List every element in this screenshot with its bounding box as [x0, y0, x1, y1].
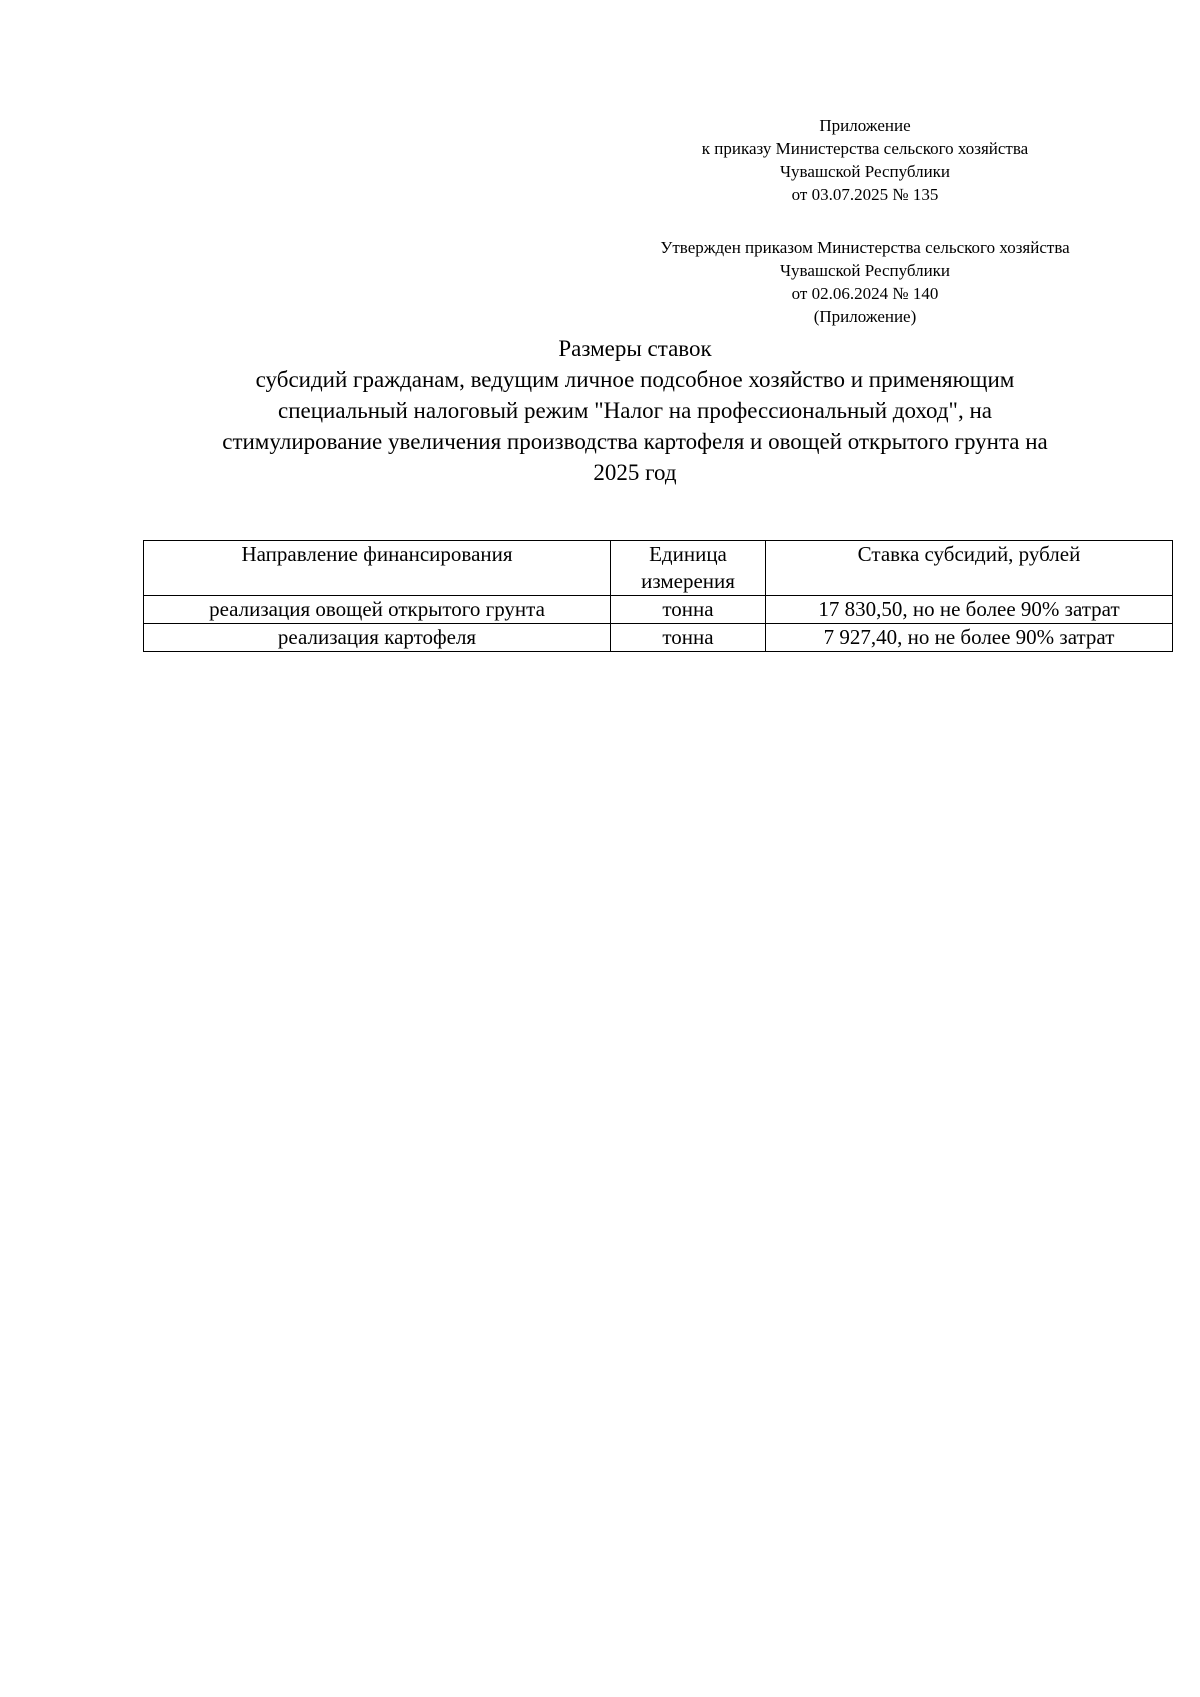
cell-rate: 7 927,40, но не более 90% затрат: [766, 624, 1173, 652]
title-line: субсидий гражданам, ведущим личное подсобное хозяйство и применяющим: [255, 367, 1015, 392]
cell-direction: реализация овощей открытого грунта: [144, 596, 611, 624]
table-row: [144, 596, 1173, 624]
approval-line: (Приложение): [813, 307, 917, 326]
title-line: 2025 год: [593, 460, 677, 485]
title-line: Размеры ставок: [558, 336, 712, 361]
title-line: специальный налоговый режим "Налог на профессиональный доход", на: [278, 398, 992, 423]
annex-line: Приложение: [819, 116, 911, 135]
table-header-row: [144, 541, 1173, 596]
title-line: стимулирование увеличения производства картофеля и овощей открытого грунта на: [222, 429, 1048, 454]
cell-direction: реализация картофеля: [144, 624, 611, 652]
table-row: [144, 624, 1173, 652]
annex-header: [560, 114, 1170, 206]
cell-unit: тонна: [611, 624, 766, 652]
header-unit: Единица измерения: [611, 541, 766, 596]
cell-rate: 17 830,50, но не более 90% затрат: [766, 596, 1173, 624]
annex-line: от 03.07.2025 № 135: [791, 185, 939, 204]
header-rate: Ставка субсидий, рублей: [766, 541, 1173, 596]
annex-line: к приказу Министерства сельского хозяйства: [701, 139, 1029, 158]
subsidy-rates-table: [143, 540, 1173, 652]
document-title: [140, 333, 1130, 488]
cell-unit: тонна: [611, 596, 766, 624]
approval-note: [560, 236, 1170, 328]
approval-line: Чувашской Республики: [779, 261, 951, 280]
approval-line: от 02.06.2024 № 140: [791, 284, 939, 303]
approval-line: Утвержден приказом Министерства сельского хозяйства: [660, 238, 1070, 257]
annex-line: Чувашской Республики: [779, 162, 951, 181]
header-direction: Направление финансирования: [144, 541, 611, 596]
